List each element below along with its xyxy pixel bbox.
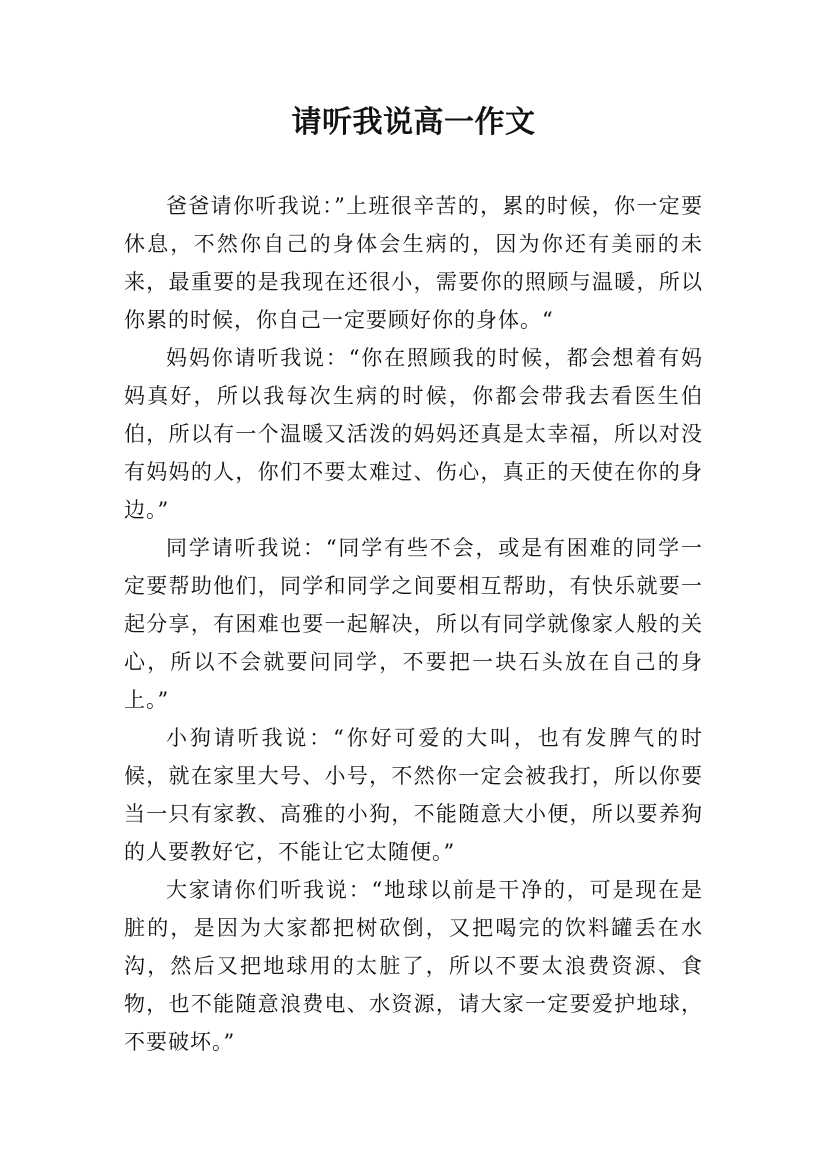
paragraph-puppy: 小狗请听我说：“你好可爱的大叫，也有发脾气的时候，就在家里大号、小号，不然你一定会被我打，所以你要当一只有家教、高雅的小狗，不能随意大小便，所以要养狗的人要教好它，不能让它太随便。” [124, 726, 703, 864]
paragraph-mom: 妈妈你请听我说：“你在照顾我的时候，都会想着有妈妈真好，所以我每次生病的时候，你都会带我去看医生伯伯，所以有一个温暖又活泼的妈妈还真是太幸福，所以对没有妈妈的人，你们不要太难过、伤心，真正的天使在你的身边。” [124, 346, 703, 522]
document-body [124, 187, 703, 1061]
paragraph-everyone: 大家请你们听我说：“地球以前是干净的，可是现在是脏的，是因为大家都把树砍倒，又把喝完的饮料罐丢在水沟，然后又把地球用的太脏了，所以不要太浪费资源、食物，也不能随意浪费电、水资源，请大家一定要爱护地球，不要破坏。” [124, 878, 703, 1054]
document-title: 请听我说高一作文 [291, 105, 536, 140]
paragraph-classmates: 同学请听我说：“同学有些不会，或是有困难的同学一定要帮助他们，同学和同学之间要相互帮助，有快乐就要一起分享，有困难也要一起解决，所以有同学就像家人般的关心，所以不会就要问同学，不要把一块石头放在自己的身上。” [124, 536, 703, 712]
paragraph-dad: 爸爸请你听我说：”上班很辛苦的，累的时候，你一定要休息，不然你自己的身体会生病的，因为你还有美丽的未来，最重要的是我现在还很小，需要你的照顾与温暖，所以你累的时候，你自己一定要顾好你的身体。“ [124, 194, 703, 332]
